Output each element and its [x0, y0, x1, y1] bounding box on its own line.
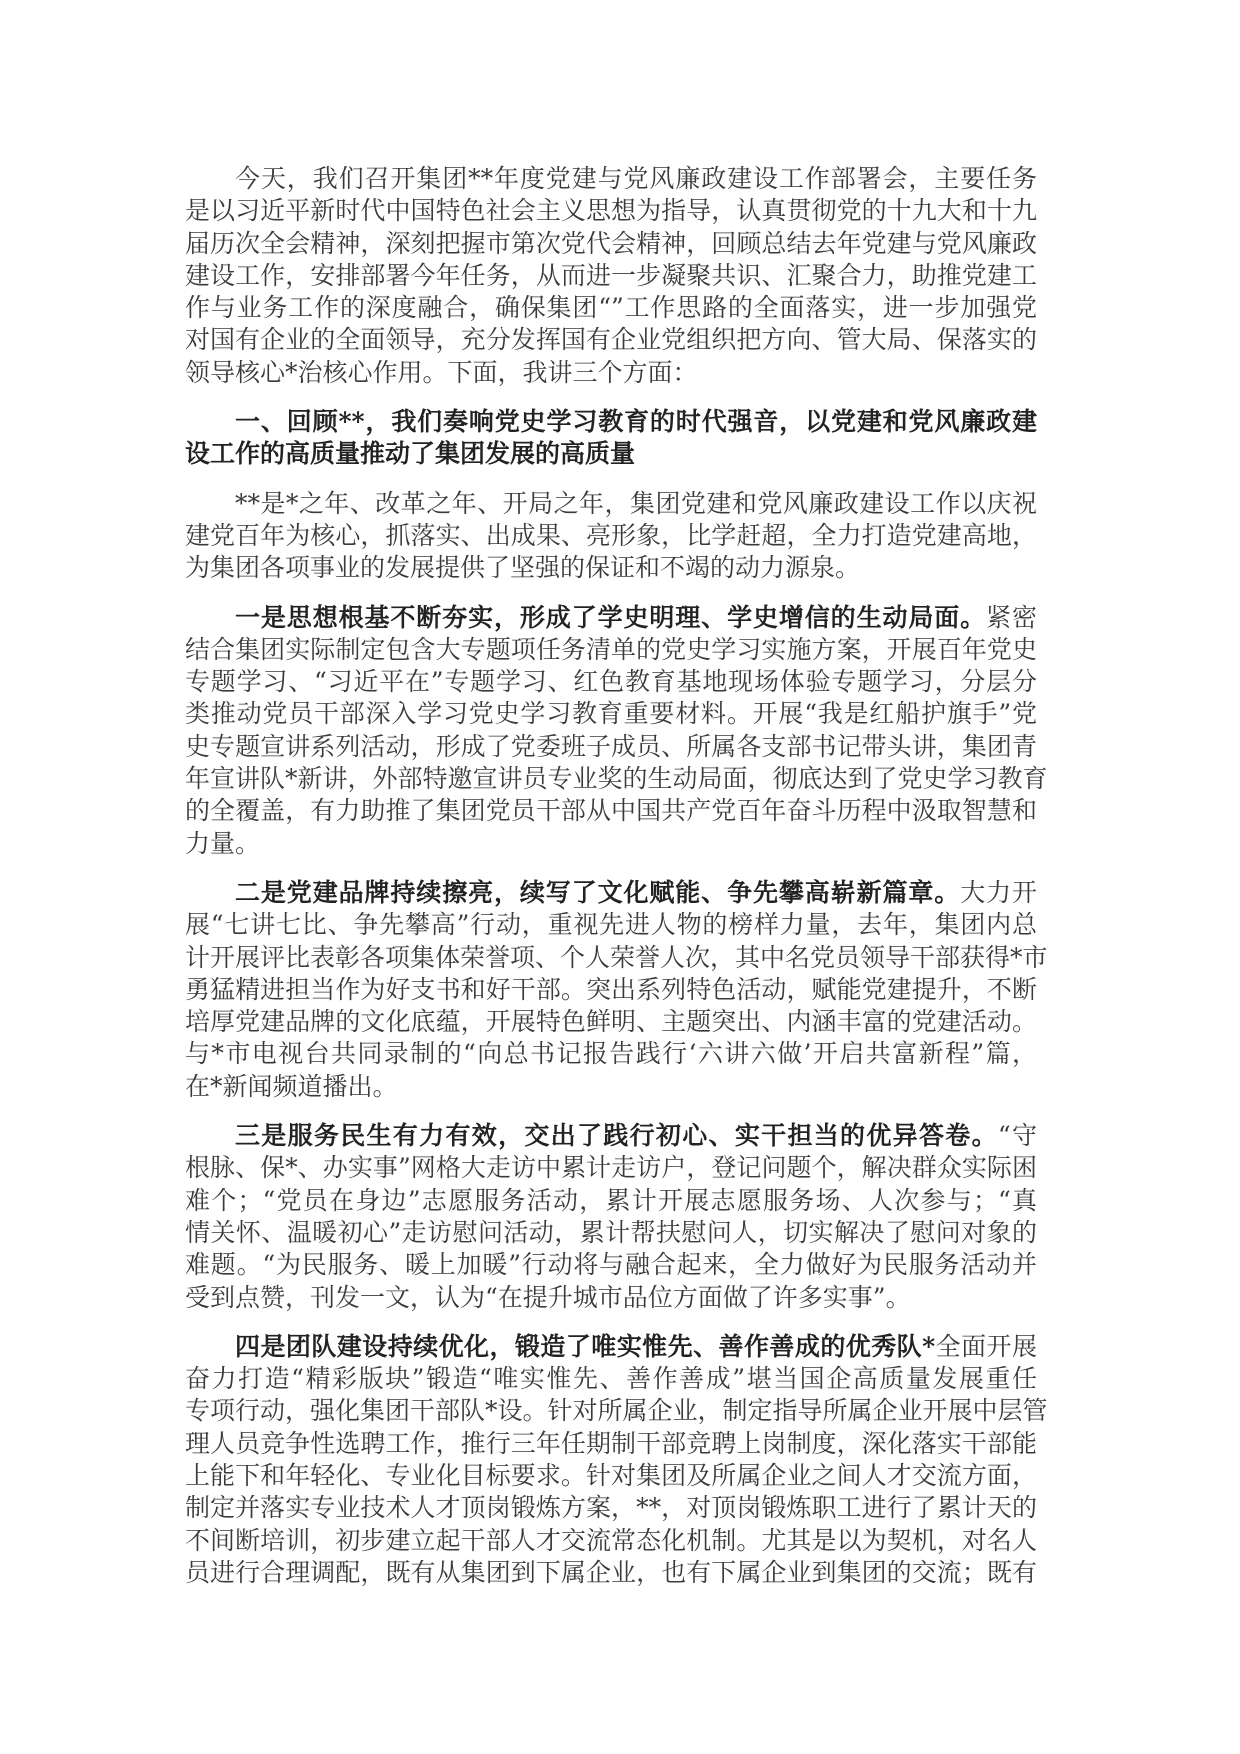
paragraph: [185, 877, 1048, 1103]
text-line: [185, 666, 1037, 698]
line-text: 建党百年为核心，抓落实、出成果、亮形象，比学赶超，全力打造党建高地，: [185, 520, 1037, 550]
text-line: [185, 795, 1037, 827]
text-line: [185, 1152, 1037, 1184]
text-line: [185, 1331, 1037, 1363]
line-text: 奋力打造“精彩版块”锻造“唯实惟先、善作善成”堪当国企高质量发展重任: [185, 1364, 1037, 1394]
line-text: 在*新闻频道播出。: [185, 1071, 398, 1101]
line-text: 为集团各项事业的发展提供了坚强的保证和不竭的动力源泉。: [185, 553, 861, 583]
text-line: [185, 974, 1037, 1006]
text-line: [185, 602, 1037, 634]
text-line: [185, 195, 1037, 227]
text-line: [185, 698, 1037, 730]
text-line: [185, 1071, 1037, 1103]
line-text: 建设工作，安排部署今年任务，从而进一步凝聚共识、汇聚合力，助推党建工: [185, 260, 1037, 290]
line-text: 一、回顾**，我们奏响党史学习教育的时代强音，以党建和党风廉政建: [235, 407, 1037, 437]
line-text: 领导核心*治核心作用。下面，我讲三个方面：: [185, 357, 698, 387]
paragraph: [185, 488, 1037, 585]
line-text: 勇猛精进担当作为好支书和好干部。突出系列特色活动，赋能党建提升，不断: [185, 974, 1037, 1004]
paragraph-lead: 四是团队建设持续优化，锻造了唯实惟先、善作善成的优秀队*: [235, 1331, 936, 1361]
line-text: 展“七讲七比、争先攀高”行动，重视先进人物的榜样力量，去年，集团内总: [185, 910, 1037, 940]
text-line: [185, 1525, 1037, 1557]
text-line: [185, 1120, 1037, 1152]
text-line: [185, 877, 1037, 909]
paragraph: [185, 1331, 1048, 1589]
text-line: [185, 488, 1037, 520]
text-line: [185, 438, 1037, 470]
line-text: 制定并落实专业技术人才顶岗锻炼方案，**，对顶岗锻炼职工进行了累计天的: [185, 1493, 1037, 1523]
text-line: [185, 406, 1037, 438]
line-text: 计开展评比表彰各项集体荣誉项、个人荣誉人次，其中名党员领导干部获得*市: [185, 942, 1048, 972]
text-line: [185, 1460, 1037, 1492]
text-line: [185, 552, 1037, 584]
line-text: 力量。: [185, 828, 261, 858]
line-text: 全面开展: [935, 1331, 1037, 1361]
line-text: 结合集团实际制定包含大专题项任务清单的党史学习实施方案，开展百年党史: [185, 634, 1037, 664]
line-text: 今天，我们召开集团**年度党建与党风廉政建设工作部署会，主要任务: [235, 164, 1037, 193]
text-line: [185, 1038, 1037, 1070]
text-line: [185, 1395, 1048, 1427]
paragraph: [185, 602, 1048, 860]
text-line: [185, 1006, 1037, 1038]
line-text: 年宣讲队*新讲，外部特邀宣讲员专业奖的生动局面，彻底达到了党史学习教育: [185, 764, 1048, 794]
paragraph: [185, 163, 1037, 389]
line-text: 类推动党员干部深入学习党史学习教育重要材料。开展“我是红船护旗手”党: [185, 699, 1037, 729]
text-line: [185, 731, 1037, 763]
paragraph-lead: 一是思想根基不断夯实，形成了学史明理、学史增信的生动局面。: [235, 602, 987, 632]
text-line: [185, 1492, 1037, 1524]
text-line: [185, 1217, 1037, 1249]
text-line: [185, 324, 1037, 356]
line-text: 专项行动，强化集团干部队*设。针对所属企业，制定指导所属企业开展中层管: [185, 1396, 1048, 1426]
line-text: 对国有企业的全面领导，充分发挥国有企业党组织把方向、管大局、保落实的: [185, 325, 1037, 355]
line-text: 届历次全会精神，深刻把握市第次党代会精神，回顾总结去年党建与党风廉政: [185, 228, 1037, 258]
text-line: [185, 1557, 1037, 1589]
paragraph: [185, 1120, 1037, 1314]
line-text: 员进行合理调配，既有从集团到下属企业，也有下属企业到集团的交流；既有: [185, 1557, 1037, 1587]
line-text: 专题学习、“习近平在”专题学习、红色教育基地现场体验专题学习，分层分: [185, 667, 1037, 697]
text-line: [185, 260, 1037, 292]
text-line: [185, 634, 1037, 666]
paragraph-lead: 二是党建品牌持续擦亮，续写了文化赋能、争先攀高崭新篇章。: [235, 877, 961, 907]
line-text: 紧密: [986, 602, 1037, 632]
text-line: [185, 828, 1037, 860]
section-heading: [185, 406, 1037, 471]
line-text: 不间断培训，初步建立起干部人才交流常态化机制。尤其是以为契机，对名人: [185, 1525, 1037, 1555]
document-body: [185, 163, 1048, 1606]
text-line: [185, 942, 1048, 974]
line-text: 设工作的高质量推动了集团发展的高质量: [185, 439, 636, 469]
line-text: 是以习近平新时代中国特色社会主义思想为指导，认真贯彻党的十九大和十九: [185, 196, 1037, 226]
text-line: [185, 292, 1037, 324]
line-text: 大力开: [960, 877, 1037, 907]
line-text: 难个；“党员在身边”志愿服务活动，累计开展志愿服务场、人次参与；“真: [185, 1185, 1037, 1215]
line-text: **是*之年、改革之年、开局之年，集团党建和党风廉政建设工作以庆祝: [235, 488, 1037, 518]
line-text: 培厚党建品牌的文化底蕴，开展特色鲜明、主题突出、内涵丰富的党建活动。: [185, 1007, 1037, 1037]
line-text: 难题。“为民服务、暖上加暖”行动将与融合起来，全力做好为民服务活动并: [185, 1250, 1037, 1280]
text-line: [185, 909, 1037, 941]
text-line: [185, 1428, 1037, 1460]
paragraph-lead: 三是服务民生有力有效，交出了践行初心、实干担当的优异答卷。: [235, 1121, 998, 1151]
text-line: [185, 763, 1048, 795]
text-line: [185, 357, 1037, 389]
text-line: [185, 1185, 1037, 1217]
text-line: [185, 228, 1037, 260]
line-text: 受到点赞，刊发一文，认为“在提升城市品位方面做了许多实事”。: [185, 1282, 911, 1312]
text-line: [185, 1249, 1037, 1281]
text-line: [185, 1363, 1037, 1395]
line-text: 根脉、保*、办实事”网格大走访中累计走访户，登记问题个，解决群众实际困: [185, 1153, 1037, 1183]
line-text: 理人员竞争性选聘工作，推行三年任期制干部竞聘上岗制度，深化落实干部能: [185, 1428, 1037, 1458]
line-text: 的全覆盖，有力助推了集团党员干部从中国共产党百年奋斗历程中汲取智慧和: [185, 796, 1037, 826]
line-text: 作与业务工作的深度融合，确保集团“”工作思路的全面落实，进一步加强党: [185, 293, 1037, 323]
text-line: [185, 1282, 1037, 1314]
line-text: 史专题宣讲系列活动，形成了党委班子成员、所属各支部书记带头讲，集团青: [185, 731, 1037, 761]
text-line: [185, 163, 1037, 195]
line-text: 上能下和年轻化、专业化目标要求。针对集团及所属企业之间人才交流方面，: [185, 1460, 1037, 1490]
text-line: [185, 520, 1037, 552]
line-text: “守: [997, 1121, 1037, 1151]
line-text: 情关怀、温暖初心”走访慰问活动，累计帮扶慰问人，切实解决了慰问对象的: [185, 1217, 1037, 1247]
line-text: 与*市电视台共同录制的“向总书记报告践行‘六讲六做’开启共富新程”篇，: [185, 1039, 1037, 1069]
